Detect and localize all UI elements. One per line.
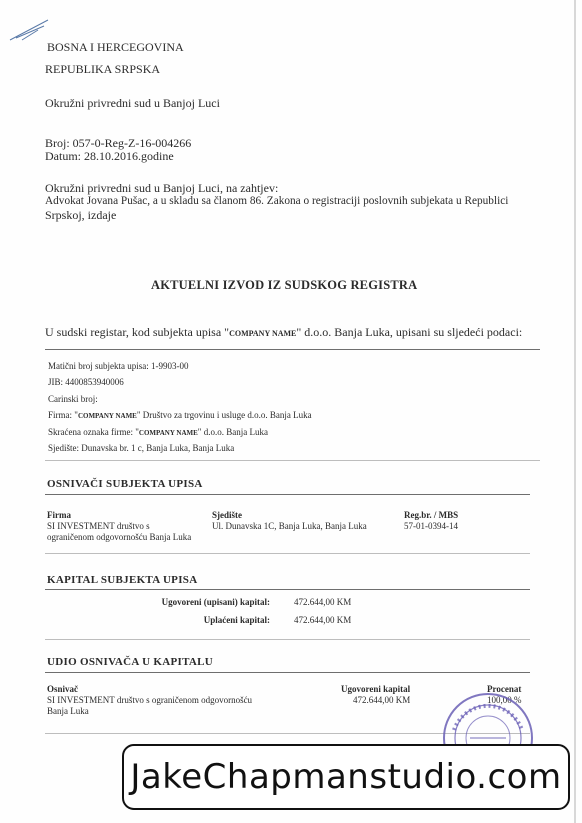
watermark-text: JakeChapmanstudio.com bbox=[130, 757, 562, 797]
share-heading: UDIO OSNIVAČA U KAPITALU bbox=[47, 656, 214, 668]
share-procenat: 100,00 % bbox=[487, 695, 522, 705]
request-line-3: Srpskoj, izdaje bbox=[45, 208, 117, 222]
header-country: BOSNA I HERCEGOVINA bbox=[47, 40, 184, 54]
case-number: Broj: 057-0-Reg-Z-16-004266 bbox=[45, 136, 192, 150]
document-date: Datum: 28.10.2016.godine bbox=[45, 149, 174, 163]
founders-col-sjediste: Sjedište bbox=[212, 510, 242, 520]
capital-heading: KAPITAL SUBJEKTA UPISA bbox=[47, 574, 198, 586]
share-col-kapital: Ugovoreni kapital bbox=[341, 684, 411, 694]
divider bbox=[45, 553, 530, 554]
founders-firma-line1: SI INVESTMENT društvo s bbox=[47, 521, 150, 531]
divider bbox=[45, 460, 540, 461]
detail-sjediste: Sjedište: Dunavska br. 1 c, Banja Luka, Banja Luka bbox=[48, 443, 235, 453]
divider bbox=[45, 494, 530, 495]
share-col-osnivac: Osnivač bbox=[47, 684, 79, 694]
request-line-1: Okružni privredni sud u Banjoj Luci, na zahtjev: bbox=[45, 181, 279, 195]
skracena-before: Skraćena oznaka firme: " bbox=[48, 427, 139, 437]
founders-col-reg: Reg.br. / MBS bbox=[404, 510, 459, 520]
founders-heading: OSNIVAČI SUBJEKTA UPISA bbox=[47, 478, 203, 490]
divider bbox=[45, 349, 540, 350]
capital-agreed-label: Ugovoreni (upisani) kapital: bbox=[161, 597, 270, 607]
capital-paid-value: 472.644,00 KM bbox=[294, 615, 352, 625]
page-edge bbox=[574, 0, 576, 823]
skracena-company: COMPANY NAME bbox=[138, 429, 198, 437]
intro-after: " d.o.o. Banja Luka, upisani su sljedeći podaci: bbox=[296, 325, 523, 339]
share-osnivac-line1: SI INVESTMENT društvo s ograničenom odgovornošću bbox=[47, 695, 253, 705]
share-kapital: 472.644,00 KM bbox=[353, 695, 411, 705]
firma-company: COMPANY NAME bbox=[77, 412, 137, 420]
header-entity: REPUBLIKA SRPSKA bbox=[45, 62, 161, 76]
capital-agreed-value: 472.644,00 KM bbox=[294, 597, 352, 607]
divider bbox=[45, 589, 530, 590]
detail-firma bbox=[48, 410, 312, 422]
share-col-procenat: Procenat bbox=[487, 684, 522, 694]
founders-reg: 57-01-0394-14 bbox=[404, 521, 458, 531]
document-title: AKTUELNI IZVOD IZ SUDSKOG REGISTRA bbox=[151, 278, 418, 292]
watermark-banner bbox=[122, 744, 570, 810]
intro-company: COMPANY NAME bbox=[229, 329, 297, 338]
request-line-2: Advokat Jovana Pušac, a u skladu sa članom 86. Zakona o registraciji poslovnih subjekata u Republici bbox=[45, 195, 509, 207]
divider bbox=[45, 672, 530, 673]
founders-firma-line2: ograničenom odgovornošću Banja Luka bbox=[47, 532, 192, 542]
founders-col-firma: Firma bbox=[47, 510, 71, 520]
detail-maticni: Matični broj subjekta upisa: 1-9903-00 bbox=[48, 361, 189, 371]
divider bbox=[45, 639, 530, 640]
firma-after: " Društvo za trgovinu i usluge d.o.o. Banja Luka bbox=[136, 410, 312, 420]
intro-line bbox=[45, 325, 522, 341]
detail-carinski: Carinski broj: bbox=[48, 394, 98, 404]
header-court: Okružni privredni sud u Banjoj Luci bbox=[45, 96, 220, 110]
skracena-after: " d.o.o. Banja Luka bbox=[197, 427, 268, 437]
intro-before: U sudski registar, kod subjekta upisa " bbox=[45, 325, 230, 339]
pen-mark-icon bbox=[8, 14, 52, 44]
firma-before: Firma: " bbox=[48, 410, 78, 420]
founders-sjediste: Ul. Dunavska 1C, Banja Luka, Banja Luka bbox=[212, 521, 367, 531]
detail-jib: JIB: 4400853940006 bbox=[48, 377, 124, 387]
detail-skracena bbox=[48, 427, 268, 439]
share-osnivac-line2: Banja Luka bbox=[47, 706, 89, 716]
capital-paid-label: Uplaćeni kapital: bbox=[203, 615, 270, 625]
